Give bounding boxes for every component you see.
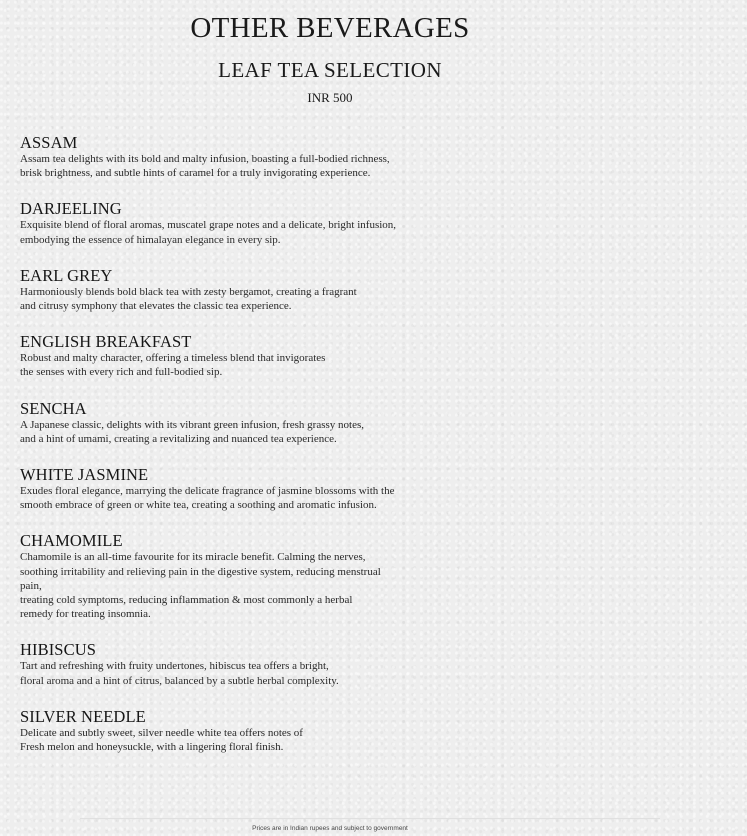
item-name: DARJEELING (20, 199, 122, 219)
footer-divider (80, 818, 660, 819)
item-name: CHAMOMILE (20, 531, 123, 551)
item-name: ASSAM (20, 133, 78, 152)
item-name: WHITE JASMINE (20, 465, 149, 485)
item-description: Chamomile is an all-time favourite for its miracle benefit. Calming the nerves, soothing irritability and relieving pain in the digestive system, reducing menstrual pain, treating cold symptoms, reducing inflammation & most commonly a herbal remedy for treating insomnia. (20, 551, 381, 621)
item-name: SENCHA (20, 398, 87, 418)
menu-item-darjeeling (20, 199, 480, 246)
item-name: EARL GREY (20, 265, 113, 285)
item-description: A Japanese classic, delights with its vibrant green infusion, fresh grassy notes, and a hint of umami, creating a revitalizing and nuanced tea experience. (20, 418, 364, 445)
tea-list (20, 133, 480, 773)
item-description: Assam tea delights with its bold and malty infusion, boasting a full-bodied richness, brisk brightness, and subtle hints of caramel for a truly invigorating experience. (20, 153, 390, 180)
menu-item-silver-needle (20, 707, 480, 754)
menu-item-sencha (20, 399, 480, 446)
item-description: Tart and refreshing with fruity undertones, hibiscus tea offers a bright, floral aroma and a hint of citrus, balanced by a subtle herbal complexity. (20, 660, 339, 687)
section-price: INR 500 (307, 90, 353, 105)
menu-item-hibiscus (20, 640, 480, 687)
item-description: Delicate and subtly sweet, silver needle white tea offers notes of Fresh melon and honeysuckle, with a lingering floral finish. (20, 726, 303, 754)
menu-item-earl-grey (20, 266, 480, 313)
menu-item-chamomile (20, 531, 480, 621)
item-description: Robust and malty character, offering a timeless blend that invigorates the senses with every rich and full-bodied sip. (20, 352, 326, 379)
page-title: OTHER BEVERAGES (190, 12, 470, 44)
item-description: Exudes floral elegance, marrying the delicate fragrance of jasmine blossoms with the smooth embrace of green or white tea, creating a soothing and aromatic infusion. (20, 485, 395, 512)
menu-item-white-jasmine (20, 465, 480, 512)
item-name: ENGLISH BREAKFAST (20, 332, 192, 352)
item-name: SILVER NEEDLE (20, 706, 146, 726)
menu-item-assam (20, 133, 480, 180)
item-name: HIBISCUS (20, 640, 96, 660)
item-description: Harmoniously blends bold black tea with zesty bergamot, creating a fragrant and citrusy symphony that elevates the classic tea experience. (20, 285, 357, 313)
footer-note: Prices are in Indian rupees and subject to government (252, 825, 408, 832)
section-subtitle: LEAF TEA SELECTION (218, 58, 442, 82)
item-description: Exquisite blend of floral aromas, muscatel grape notes and a delicate, bright infusion, embodying the essence of himalayan elegance in every sip. (20, 219, 397, 246)
menu-item-english-breakfast (20, 332, 480, 379)
